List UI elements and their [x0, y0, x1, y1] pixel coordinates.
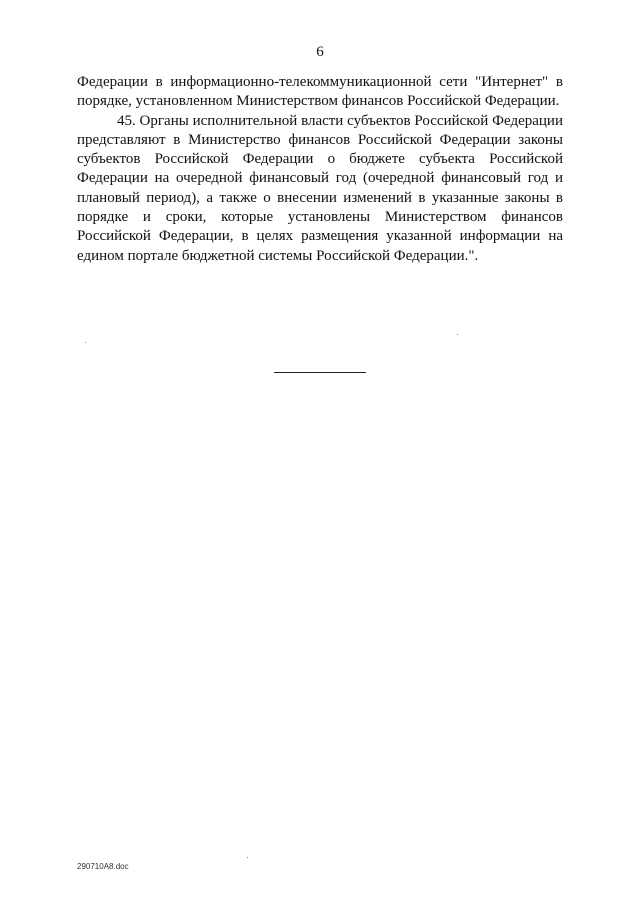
scan-speck: [85, 342, 86, 343]
page-number: 6: [316, 44, 324, 60]
document-body: [77, 73, 563, 266]
footer-document-code: 290710A8.doc: [77, 862, 129, 871]
paragraph-continuation: Федерации в информационно-телекоммуникационной сети "Интернет" в порядке, установленном Министерством финансов Российской Федерации.: [77, 74, 563, 110]
paragraph-item-45: 45. Органы исполнительной власти субъектов Российской Федерации представляют в Министерство финансов Российской Федерации законы субъектов Российской Федерации о бюджете субъекта Российской Федерации на очередной финансовый год (очередной финансовый год и плановый период), а также о внесении изменений в указанные законы в порядке и сроки, которые установлены Министерством финансов Российской Федерации, в целях размещения указанной информации на едином портале бюджетной системы Российской Федерации.".: [77, 112, 563, 264]
scan-speck: [457, 334, 458, 335]
scan-speck: [247, 857, 248, 858]
closing-separator-line: [274, 372, 366, 373]
